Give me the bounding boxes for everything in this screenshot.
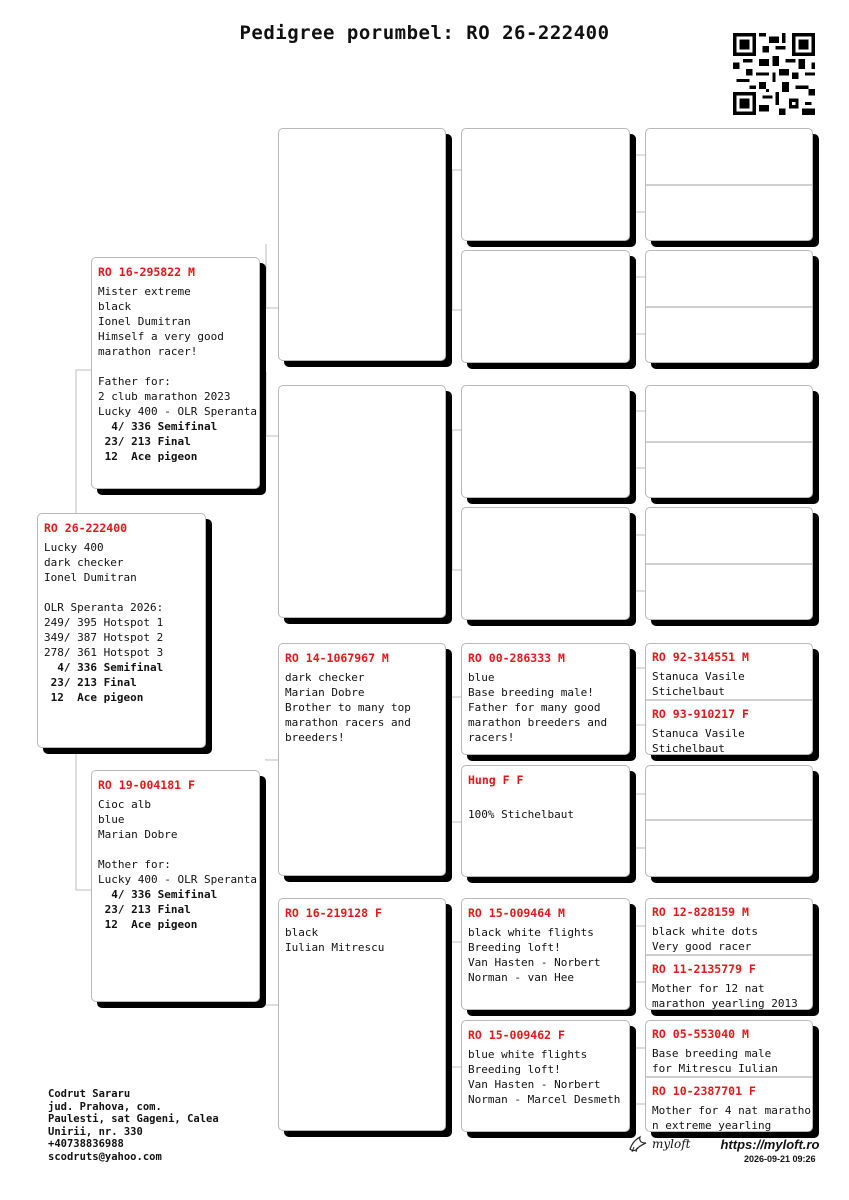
father-card[interactable] xyxy=(91,257,260,489)
pigeon-info-line: 2 club marathon 2023 xyxy=(98,390,231,403)
ring-number: RO 14-1067967 M xyxy=(285,651,389,665)
contact-line: Paulesti, sat Gageni, Calea xyxy=(48,1113,219,1125)
subject-content xyxy=(38,514,205,711)
ggp-card-empty-2[interactable] xyxy=(461,250,630,363)
pigeon-info-line: Stanuca Vasile xyxy=(652,670,745,683)
pigeon-info-line: blue xyxy=(98,813,125,826)
gggp-mmf-sire xyxy=(646,899,812,954)
ggp-card-empty-3[interactable] xyxy=(461,385,630,498)
gggp-card-empty-1[interactable] xyxy=(645,128,813,241)
gggp-card-mff[interactable] xyxy=(645,643,813,755)
pigeon-info-line: dark checker xyxy=(285,671,365,684)
pigeon-info-line: 4/ 336 Semifinal xyxy=(44,661,164,674)
contact-line: Unirii, nr. 330 xyxy=(48,1125,143,1138)
ring-number: RO 26-222400 xyxy=(44,521,128,535)
ggp-card-empty-4[interactable] xyxy=(461,507,630,620)
grandparent-card-ff-empty[interactable] xyxy=(278,128,446,361)
page-title: Pedigree porumbel: RO 26-222400 xyxy=(239,22,610,44)
pigeon-info-line: OLR Speranta 2026: xyxy=(44,601,164,614)
pigeon-info-line: Marian Dobre xyxy=(98,828,178,841)
pigeon-info-line: Breeding loft! xyxy=(468,941,561,954)
ring-number: RO 16-295822 M xyxy=(98,265,195,279)
father-content xyxy=(92,258,259,470)
pigeon-info-line: breeders! xyxy=(285,731,345,744)
gggp-card-empty-3[interactable] xyxy=(645,385,813,498)
ring-number: Hung F F xyxy=(468,773,524,787)
grandparent-card-fm-empty[interactable] xyxy=(278,385,446,618)
pigeon-info-line: 278/ 361 Hotspot 3 xyxy=(44,646,164,659)
brand-block xyxy=(628,1135,819,1153)
pigeon-info-line: black white flights xyxy=(468,926,594,939)
ggp-mmf-content xyxy=(462,899,629,991)
ring-number: RO 10-2387701 F xyxy=(652,1084,756,1098)
pigeon-info-line: 100% Stichelbaut xyxy=(468,808,574,821)
brand-logo-text: myloft xyxy=(652,1137,691,1151)
pigeon-info-line: 12 Ace pigeon xyxy=(98,450,198,463)
ring-number: RO 00-286333 M xyxy=(468,651,565,665)
pigeon-info-line: Mister extreme xyxy=(98,285,191,298)
pigeon-info-line: Breeding loft! xyxy=(468,1063,561,1076)
ring-number: RO 11-2135779 F xyxy=(652,962,756,976)
pigeon-info-line: n extreme yearling xyxy=(652,1119,772,1132)
pigeon-info-line: black xyxy=(285,926,319,939)
pigeon-info-line: blue white flights xyxy=(468,1048,588,1061)
gggp-card-mmm[interactable] xyxy=(645,1020,813,1132)
pigeon-info-line: marathon racers and xyxy=(285,716,411,729)
gggp-mff-sire xyxy=(646,644,812,699)
pigeon-info-line: 4/ 336 Semifinal xyxy=(98,420,218,433)
gggp-card-empty-5[interactable] xyxy=(645,765,813,877)
pigeon-info-line: Stichelbaut xyxy=(652,742,725,755)
pigeon-info-line: for Mitrescu Iulian xyxy=(652,1062,778,1075)
pigeon-info-line: marathon yearling 2013 xyxy=(652,997,798,1010)
gggp-card-empty-4[interactable] xyxy=(645,507,813,620)
ggp-mmm-content xyxy=(462,1021,629,1113)
print-timestamp: 2026-09-21 09:26 xyxy=(744,1154,816,1164)
pigeon-info-line: 23/ 213 Final xyxy=(44,676,137,689)
pigeon-info-line: Very good racer xyxy=(652,940,752,953)
pigeon-info-line: 12 Ace pigeon xyxy=(44,691,144,704)
brand-url[interactable]: https://myloft.ro xyxy=(720,1136,820,1152)
pigeon-info-line: marathon racer! xyxy=(98,345,198,358)
pigeon-info-line: black white dots xyxy=(652,925,758,938)
pigeon-info-line: Mother for 4 nat maratho xyxy=(652,1104,811,1117)
pigeon-info-line xyxy=(98,842,253,857)
gggp-card-empty-2[interactable] xyxy=(645,250,813,363)
ggp-card-empty-1[interactable] xyxy=(461,128,630,241)
ggp-card-mmm[interactable] xyxy=(461,1020,630,1132)
grandparent-card-mm[interactable] xyxy=(278,898,446,1131)
subject-card[interactable] xyxy=(37,513,206,748)
gggp-mmm-sire xyxy=(646,1021,812,1076)
ring-number: RO 15-009464 M xyxy=(468,906,565,920)
pigeon-info-line: Father for: xyxy=(98,375,171,388)
pigeon-info-line: Van Hasten - Norbert xyxy=(468,956,601,969)
ring-number: RO 16-219128 F xyxy=(285,906,382,920)
ggp-mff-content xyxy=(462,644,629,751)
grandparent-mf-content xyxy=(279,644,445,751)
ring-number: RO 93-910217 F xyxy=(652,707,749,721)
pigeon-info-line: Marian Dobre xyxy=(285,686,365,699)
ggp-mfm-content xyxy=(462,766,629,828)
pigeon-info-line: black xyxy=(98,300,132,313)
contact-phone: +40738836988 xyxy=(48,1138,124,1150)
pigeon-info-line: Ionel Dumitran xyxy=(98,315,191,328)
pigeon-info-line: Base breeding male xyxy=(652,1047,772,1060)
pigeon-info-line: 4/ 336 Semifinal xyxy=(98,888,218,901)
pigeon-info-line: 249/ 395 Hotspot 1 xyxy=(44,616,164,629)
bird-logo-icon xyxy=(628,1135,648,1153)
mother-card[interactable] xyxy=(91,770,260,1002)
ring-number: RO 19-004181 F xyxy=(98,778,195,792)
gggp-card-mmf[interactable] xyxy=(645,898,813,1010)
contact-line: Codrut Sararu xyxy=(48,1088,131,1100)
pigeon-info-line: Ionel Dumitran xyxy=(44,571,137,584)
ggp-card-mfm[interactable] xyxy=(461,765,630,877)
pigeon-info-line: Lucky 400 - OLR Speranta xyxy=(98,405,257,418)
gggp-mff-dam xyxy=(646,699,812,755)
gggp-mmm-dam xyxy=(646,1076,812,1132)
breeder-contact xyxy=(48,1088,219,1163)
pigeon-info-line: Brother to many top xyxy=(285,701,411,714)
pigeon-info-line xyxy=(468,792,623,807)
grandparent-card-mf[interactable] xyxy=(278,643,446,876)
pigeon-info-line: Van Hasten - Norbert xyxy=(468,1078,601,1091)
ring-number: RO 12-828159 M xyxy=(652,905,749,919)
pigeon-info-line: Mother for: xyxy=(98,858,171,871)
pigeon-info-line: Base breeding male! xyxy=(468,686,594,699)
pigeon-info-line: 23/ 213 Final xyxy=(98,435,191,448)
pigeon-info-line: racers! xyxy=(468,731,515,744)
pigeon-info-line: Cioc alb xyxy=(98,798,151,811)
pigeon-info-line: Norman - van Hee xyxy=(468,971,574,984)
contact-line: jud. Prahova, com. xyxy=(48,1100,162,1113)
pigeon-info-line: Iulian Mitrescu xyxy=(285,941,385,954)
pigeon-info-line: Mother for 12 nat xyxy=(652,982,765,995)
pigeon-info-line: Himself a very good xyxy=(98,330,224,343)
pigeon-info-line: 23/ 213 Final xyxy=(98,903,191,916)
pigeon-info-line: 349/ 387 Hotspot 2 xyxy=(44,631,164,644)
pigeon-info-line xyxy=(44,585,199,600)
pigeon-info-line: Stanuca Vasile xyxy=(652,727,745,740)
pigeon-info-line: Lucky 400 xyxy=(44,541,104,554)
ggp-card-mmf[interactable] xyxy=(461,898,630,1010)
ggp-card-mff[interactable] xyxy=(461,643,630,755)
ring-number: RO 92-314551 M xyxy=(652,650,749,664)
contact-email[interactable]: scodruts@yahoo.com xyxy=(48,1150,162,1163)
pigeon-info-line: Stichelbaut xyxy=(652,685,725,698)
pigeon-info-line: blue xyxy=(468,671,495,684)
grandparent-mm-content xyxy=(279,899,445,961)
pigeon-info-line: Father for many good xyxy=(468,701,601,714)
gggp-mmf-dam xyxy=(646,954,812,1010)
pigeon-info-line xyxy=(98,359,253,374)
pigeon-info-line: Lucky 400 - OLR Speranta xyxy=(98,873,257,886)
mother-content xyxy=(92,771,259,938)
pigeon-info-line: Norman - Marcel Desmeth xyxy=(468,1093,621,1106)
pigeon-info-line: 12 Ace pigeon xyxy=(98,918,198,931)
pigeon-info-line: dark checker xyxy=(44,556,124,569)
qr-code-icon xyxy=(733,33,815,115)
ring-number: RO 05-553040 M xyxy=(652,1027,749,1041)
pigeon-info-line: marathon breeders and xyxy=(468,716,608,729)
ring-number: RO 15-009462 F xyxy=(468,1028,565,1042)
